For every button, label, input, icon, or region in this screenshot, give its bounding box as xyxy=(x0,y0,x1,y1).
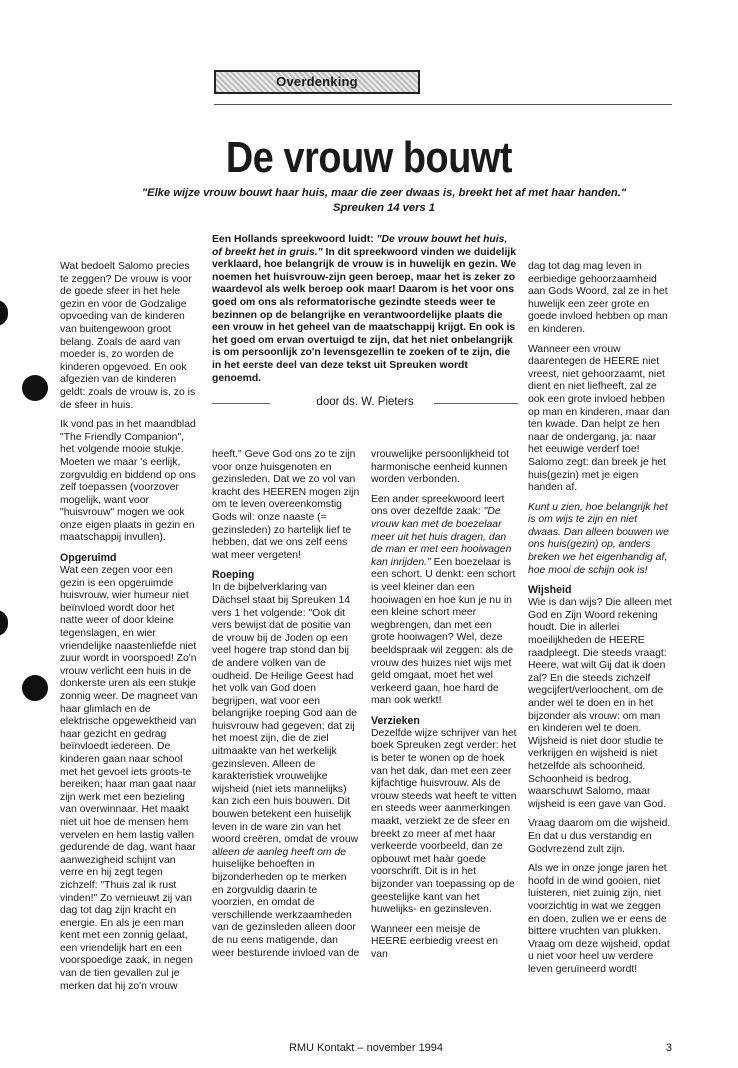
intro-body: In dit spreekwoord vinden we duidelijk verklaard, hoe belangrijk de vrouw is in huwelijk en gezin. We noemen het huisvrouw-zijn geen beroep, maar het is zeker zo waardevol als welk beroep ook maar! Daarom is het voor ons goed om ons als reformatorische gezindte steeds weer te bezinnen op de belangrijke en verantwoordelijke plaats die een vrouw in het geheel van de maatschappij krijgt. En ook is het goed om ervan overtuigd te zijn, dat het niet onbelangrijk is om persoonlijk zo'n levensgezellin te zoeken of te zijn, die in het eerste deel van deze tekst uit Spreuken wordt genoemd. xyxy=(212,246,517,384)
paragraph-part: In de bijbelverklaring van Dächsel staat bij Spreuken 14 vers 1 het volgende: "Ook dit vers bewijst dat de positie van de vrouw bij de Joden op een veel hogere trap stond dan bij de andere volken van de oudheid. De Heilige Geest had het volk van God doen begrijpen, wat voor een belangrijke roeping God aan de huisvrouw had gegeven; dat zij het moest zijn, die de ziel uitmaakte van het werkelijk gezinsleven. Alleen de karakteristiek vrouwelijke wijsheid (niet iets mannelijks) kan zich een huis bouwen. Dit bouwen betekent een huiselijk leven in de ware zin van het woord creëren, omdat de vrouw al xyxy=(212,582,359,858)
intro-prefix: Een Hollands spreekwoord luidt: xyxy=(212,234,377,245)
subheading-opgeruimd: Opgeruimd xyxy=(60,552,117,565)
binder-hole-mark xyxy=(0,300,8,326)
subheading-verzieken: Verzieken xyxy=(371,714,420,727)
paragraph: heeft." Geve God ons zo te zijn voor onze huisgenoten en gezinsleden. Dat we zo vol van kracht des HEEREN mogen zijn om te leven overeenkomstig Gods wil: onze naaste (= gezinsleden) zo hartelijk lief te hebben, dat we ons zelf eens wat meer vergeten! xyxy=(212,449,360,561)
subheading-roeping: Roeping xyxy=(212,569,255,582)
paragraph: Wanneer een vrouw daarentegen de HEERE niet vreest, niet gehoorzaamt, niet dient en niet liefheeft, zal ze ook een grote invloed hebben op man en kinderen, maar dan ten kwade. Dan helpt ze hen naar de ondergang, ja: naar het eeuwige verderf toe! Salomo zegt: dan breek je het huis(gezin) met je eigen handen af. xyxy=(528,343,670,494)
section-kicker-label: Overdenking xyxy=(276,74,358,89)
article-headline: De vrouw bouwt xyxy=(225,133,513,182)
paragraph: Wat bedoelt Salomo precies te zeggen? De vrouw is voor de goede sfeer in het hele gezin en voor de Godzalige opvoeding van de kinderen van buitengewoon groot belang. Zoals de aard van moeder is, zo worden de kinderen opgevoed. En ook afgezien van de kinderen geldt: zoals de vrouw is, zo is de sfeer in huis. xyxy=(60,261,196,411)
paragraph: Wie is dan wijs? Die alleen met God en Zijn Woord rekening houdt. Die in allerlei moeilijkheden de HEERE raadpleegt. Die steeds vraagt: Heere, wat wilt Gij dat ik doen zal? En die steeds zichzelf wegcijfert/verloochent, om de ander wel te doen en in het bijzonder als vrouw: om man en kinderen wel te doen. Wijsheid is niet door studie te verkrijgen en wijsheid is niet hetzelfde als schoonheid. Schoonheid is bedrog, waarschuwt Salomo, maar wijsheid is een gave van God. xyxy=(528,597,672,810)
proverb-emphasis: "De vrouw kan met de boezelaar meer uit het huis dragen, dan de man er met een hooiwagen kan inrijden." xyxy=(371,506,512,568)
lead-quote-source: Spreuken 14 vers 1 xyxy=(333,202,435,214)
paragraph-part: Een boezelaar is een schort. U denkt: een schort is veel kleiner dan een hooiwagen en hoe kun je nu in een kleine schort meer wegbrengen, dan met een grote hooiwagen? Wel, deze beeldspraak wil zeggen: als de vrouw des huizes niet wijs met geld omgaat, moet het wel verkeerd gaan, hoe hard de man ook werkt! xyxy=(371,556,516,707)
binder-hole-mark xyxy=(22,675,48,701)
lead-quote-text: "Elke wijze vrouw bouwt haar huis, maar die zeer dwaas is, breekt het af met haar handen." xyxy=(141,187,627,199)
footer-publication: RMU Kontakt – november 1994 xyxy=(288,1042,444,1054)
paragraph-part: huiselijke behoeften in bijzonderheden op te merken en zorgvuldig daarin te voorzien, en omdat de verschillende werkzaamheden van de gezinsleden alleen door de nu eens matigende, dan weer besturende invloed van de xyxy=(212,859,360,959)
text-column-1 xyxy=(60,261,200,1000)
paragraph: Ik vond pas in het maandblad "The Friendly Companion", het volgende mooie stukje. Moeten we maar 's eerlijk, zorgvuldig en biddend op ons zelf toepassen (voorzover mogelijk, want voor "huisvrouw" mogen we ook onze eigen plaats in gezin en maatschappij invullen). xyxy=(60,419,196,544)
paragraph: Dezelfde wijze schrijver van het boek Spreuken zegt verder: het is beter te wonen op de hoek van het dak, dan met een zeer kijfachtige huisvrouw. Als de vrouw steeds wat heeft te vitten en steeds weer aanmerkingen maakt, verziekt ze de sfeer en breekt zo meer af met haar verkeerde voorbeeld, dan ze opbouwt met haàr goede voorschrift. Dit is in het bijzonder van toepassing op de geestelijke kant van het huwelijks- en gezinsleven. xyxy=(371,727,517,916)
byline-rule-right xyxy=(434,403,518,404)
paragraph xyxy=(371,494,517,708)
paragraph: Wanneer een meisje de HEERE eerbiedig vreest en van xyxy=(371,923,499,960)
paragraph: dag tot dag mag leven in eerbiedige gehoorzaamheid aan Gods Woord, zal ze in het huwelijk een zeer grote en goede invloed hebben op man en kinderen. xyxy=(528,261,668,335)
paragraph: vrouwelijke persoonlijkheid tot harmonische eenheid kunnen worden verbonden. xyxy=(371,449,510,486)
intro-paragraph xyxy=(212,234,518,385)
paragraph xyxy=(212,582,360,960)
byline: door ds. W. Pieters xyxy=(316,396,414,408)
paragraph-emphasis: leen de aanleg heeft om de xyxy=(220,846,347,858)
paragraph-italic: Kunt u zien, hoe belangrijk het is om wijs te zijn en niet dwaas. Dan alleen bouwen we ons huis(gezin) op, anders breken we het eigenhandig af, hoe mooi de schijn ook is! xyxy=(528,501,669,576)
page-footer xyxy=(60,1042,672,1056)
paragraph: Als we in onze jonge jaren het hoofd in de wind gooien, niet luisteren, niet zuinig zijn, niet voorzichtig in wat we zeggen en doen, zullen we er eens de bittere vruchten van plukken. Vraag om deze wijsheid, opdat u niet voor heel uw verdere leven geruïneerd wordt! xyxy=(528,863,670,975)
intro-proverb: "De vrouw bouwt het huis, of breekt het in gruis." xyxy=(212,234,508,258)
page-number: 3 xyxy=(665,1042,672,1054)
text-column-4 xyxy=(528,261,672,983)
top-divider xyxy=(214,104,672,105)
lead-quote xyxy=(60,186,708,216)
binder-hole-mark xyxy=(0,610,8,636)
subheading-wijsheid: Wijsheid xyxy=(528,584,572,597)
text-column-3 xyxy=(371,449,517,969)
paragraph: Vraag daarom om die wijsheid. En dat u dus verstandig en Godvrezend zult zijn. xyxy=(528,818,671,855)
paragraph-part: Een ander spreekwoord leert ons over dezelfde zaak: xyxy=(371,493,505,518)
section-kicker xyxy=(214,70,420,94)
binder-hole-mark xyxy=(22,375,48,401)
text-column-2 xyxy=(212,449,360,967)
paragraph: Wat een zegen voor een gezin is een opgeruimde huisvrouw, wier humeur niet beïnvloed wordt door het natte weer of door kleine tegenslagen, en wier vriendelijke naastenliefde niet zuur wordt in voorspoed! Zo'n vrouw verlicht een huis in de donkerste uren als een stukje zonnig weer. De magneet van haar glimlach en de elektrische opgewektheid van haar gezicht en gedrag beïnvloedt iedereen. De kinderen gaan naar school met het gevoel iets groots-te bereiken; haar man gaat naar zijn werk met een bezieling van overwinnaar. Het maakt niet uit hoe de mensen hem vervelen en hem lastig vallen gedurende de dag, want haar aanwezigheid schijnt van verre en hij zegt tegen zichzelf: "Thuis zal ik rust vinden!" Zo vernieuwt zij van dag tot dag zijn kracht en energie. En als je een man kent met een zonnig gelaat, een vriendelijk hart en een voorspoedige zaak, in negen van de tien gevallen zul je merken dat hij zo'n vrouw xyxy=(60,565,198,992)
